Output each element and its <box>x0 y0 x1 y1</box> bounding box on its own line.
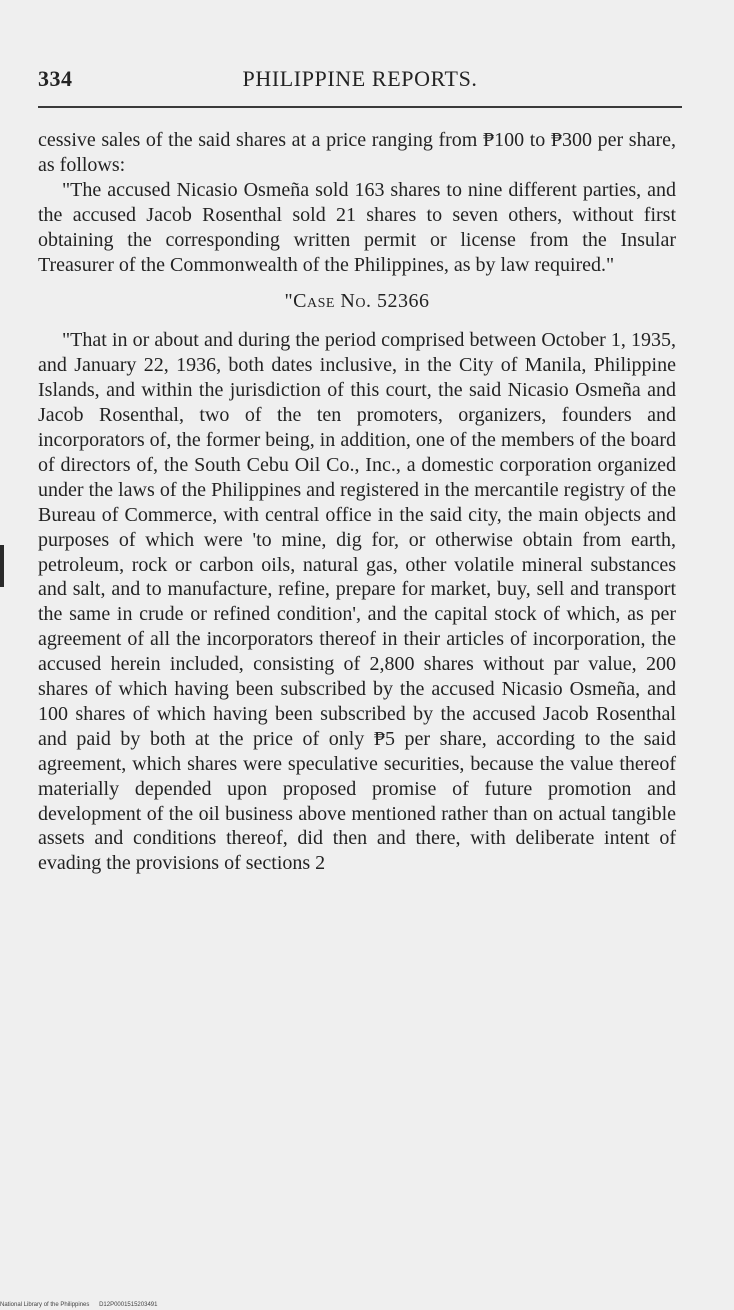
page-number: 334 <box>38 66 73 91</box>
header-rule <box>38 106 682 108</box>
paragraph-quote-sales: "The accused Nicasio Osmeña sold 163 shares to nine different parties, and the accused Jacob Rosenthal sold 21 shares to seven others, without first obtaining the corresponding written permit or license from the Insular Treasurer of the Commonwealth of the Philippines, as by law required." <box>38 178 676 276</box>
scan-footer <box>0 1302 165 1308</box>
footer-code: D12P0001515203491 <box>99 1302 158 1308</box>
running-title: PHILIPPINE REPORTS. <box>242 66 478 91</box>
margin-mark <box>0 545 4 587</box>
footer-library: National Library of the Philippines <box>0 1302 90 1308</box>
case-heading: "Case No. 52366 <box>284 290 430 313</box>
paragraph-information: "That in or about and during the period comprised between October 1, 1935, and January 22, 1936, both dates inclusive, in the City of Manila, Philippine Islands, and within the jurisdiction of this court, the said Nicasio Osmeña and Jacob Rosenthal, two of the ten promoters, organizers, founders and incorporators of, the former being, in addition, one of the members of the board of directors of, the South Cebu Oil Co., Inc., a domestic corporation organized under the laws of the Philippines and registered in the mercantile registry of the Bureau of Commerce, with central office in the said city, the main objects and purposes of which were 'to mine, dig for, or otherwise obtain from earth, petroleum, rock or carbon oils, natural gas, other volatile mineral substances and salt, and to manufacture, refine, prepare for market, buy, sell and transport the same in crude or refined condition', and the capital stock of which, as per agreement of all the incorporators thereof in their articles of incorporation, the accused herein included, consisting of 2,800 shares without par value, 200 shares of which having been subscribed by the accused Nicasio Osmeña, and 100 shares of which having been subscribed by the accused Jacob Rosenthal and paid by both at the price of only ₱5 per share, according to the said agreement, which shares were speculative securities, because the value thereof materially depended upon proposed promise of future promotion and development of the oil business above mentioned rather than on actual tangible assets and conditions thereof, did then and there, with deliberate intent of evading the provisions of sections 2 <box>38 329 676 875</box>
paragraph-continuation: cessive sales of the said shares at a price ranging from ₱100 to ₱300 per share, as follows: <box>38 129 676 176</box>
body-text <box>38 128 676 876</box>
page-header <box>38 66 682 102</box>
